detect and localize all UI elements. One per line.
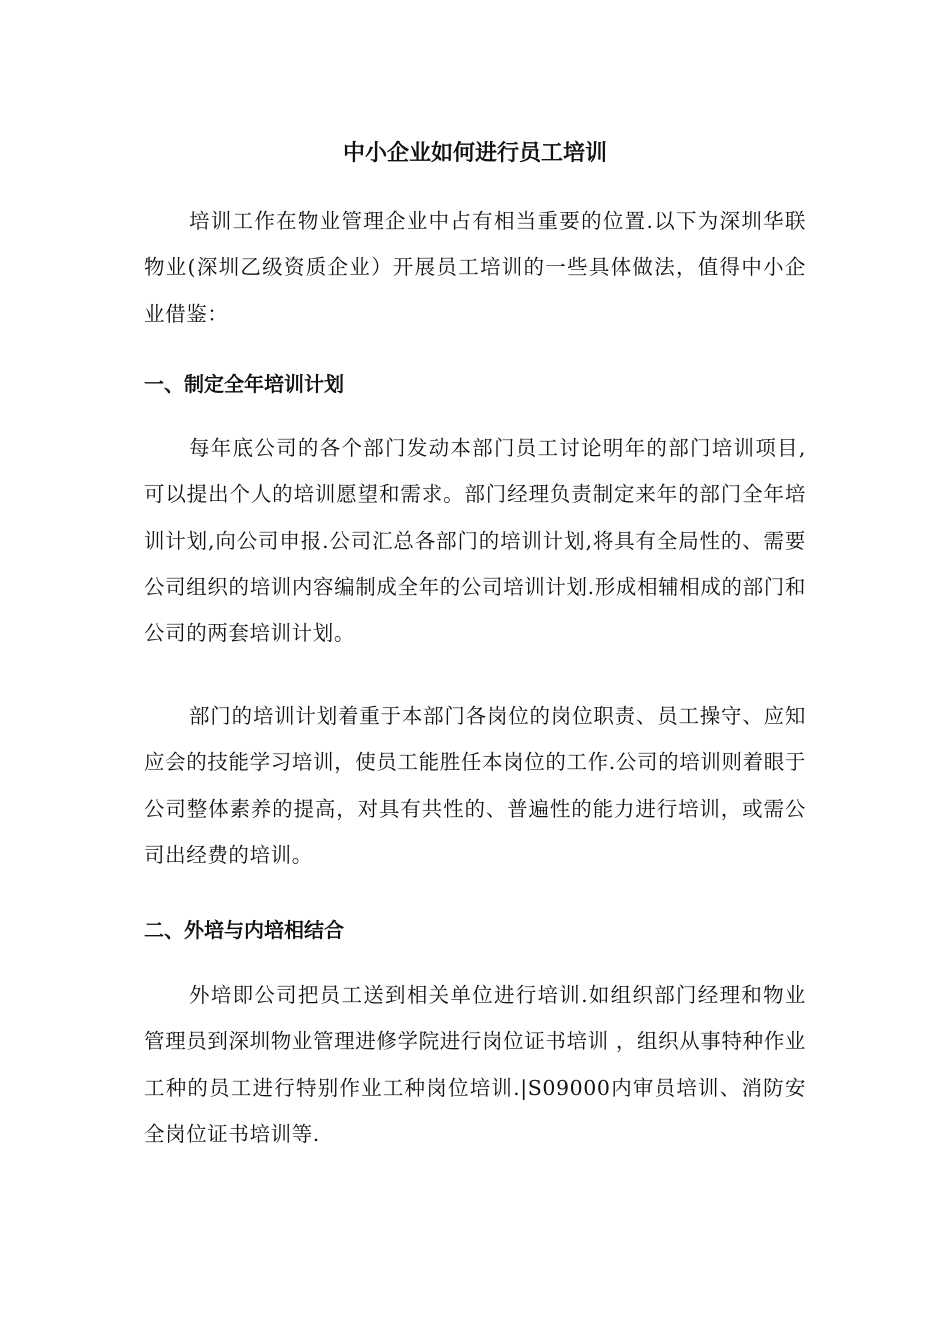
section1-paragraph-2: 部门的培训计划着重于本部门各岗位的岗位职责、员工操守、应知应会的技能学习培训，使员工能胜任本岗位的工作.公司的培训则着眼于公司整体素养的提高，对具有共性的、普遍性的能力进行培训，或需公司出经费的培训。 bbox=[144, 704, 806, 867]
section2-heading: 二、外培与内培相结合 bbox=[144, 918, 344, 942]
section2-paragraph-1: 外培即公司把员工送到相关单位进行培训.如组织部门经理和物业管理员到深圳物业管理进修学院进行岗位证书培训 ，组织从事特种作业工种的员工进行特别作业工种岗位培训.|S09000内审员培训、消防安全岗位证书培训等. bbox=[144, 983, 806, 1146]
intro-paragraph: 培训工作在物业管理企业中占有相当重要的位置.以下为深圳华联物业(深圳乙级资质企业）开展员工培训的一些具体做法，值得中小企业借鉴： bbox=[144, 209, 806, 326]
document-title: 中小企业如何进行员工培训 bbox=[342, 141, 607, 166]
section1-heading: 一、制定全年培训计划 bbox=[144, 372, 344, 396]
section1-paragraph-1: 每年底公司的各个部门发动本部门员工讨论明年的部门培训项目,可以提出个人的培训愿望和需求。部门经理负责制定来年的部门全年培训计划,向公司申报.公司汇总各部门的培训计划,将具有全局性的、需要公司组织的培训内容编制成全年的公司培训计划.形成相辅相成的部门和公司的两套培训计划。 bbox=[144, 436, 806, 646]
